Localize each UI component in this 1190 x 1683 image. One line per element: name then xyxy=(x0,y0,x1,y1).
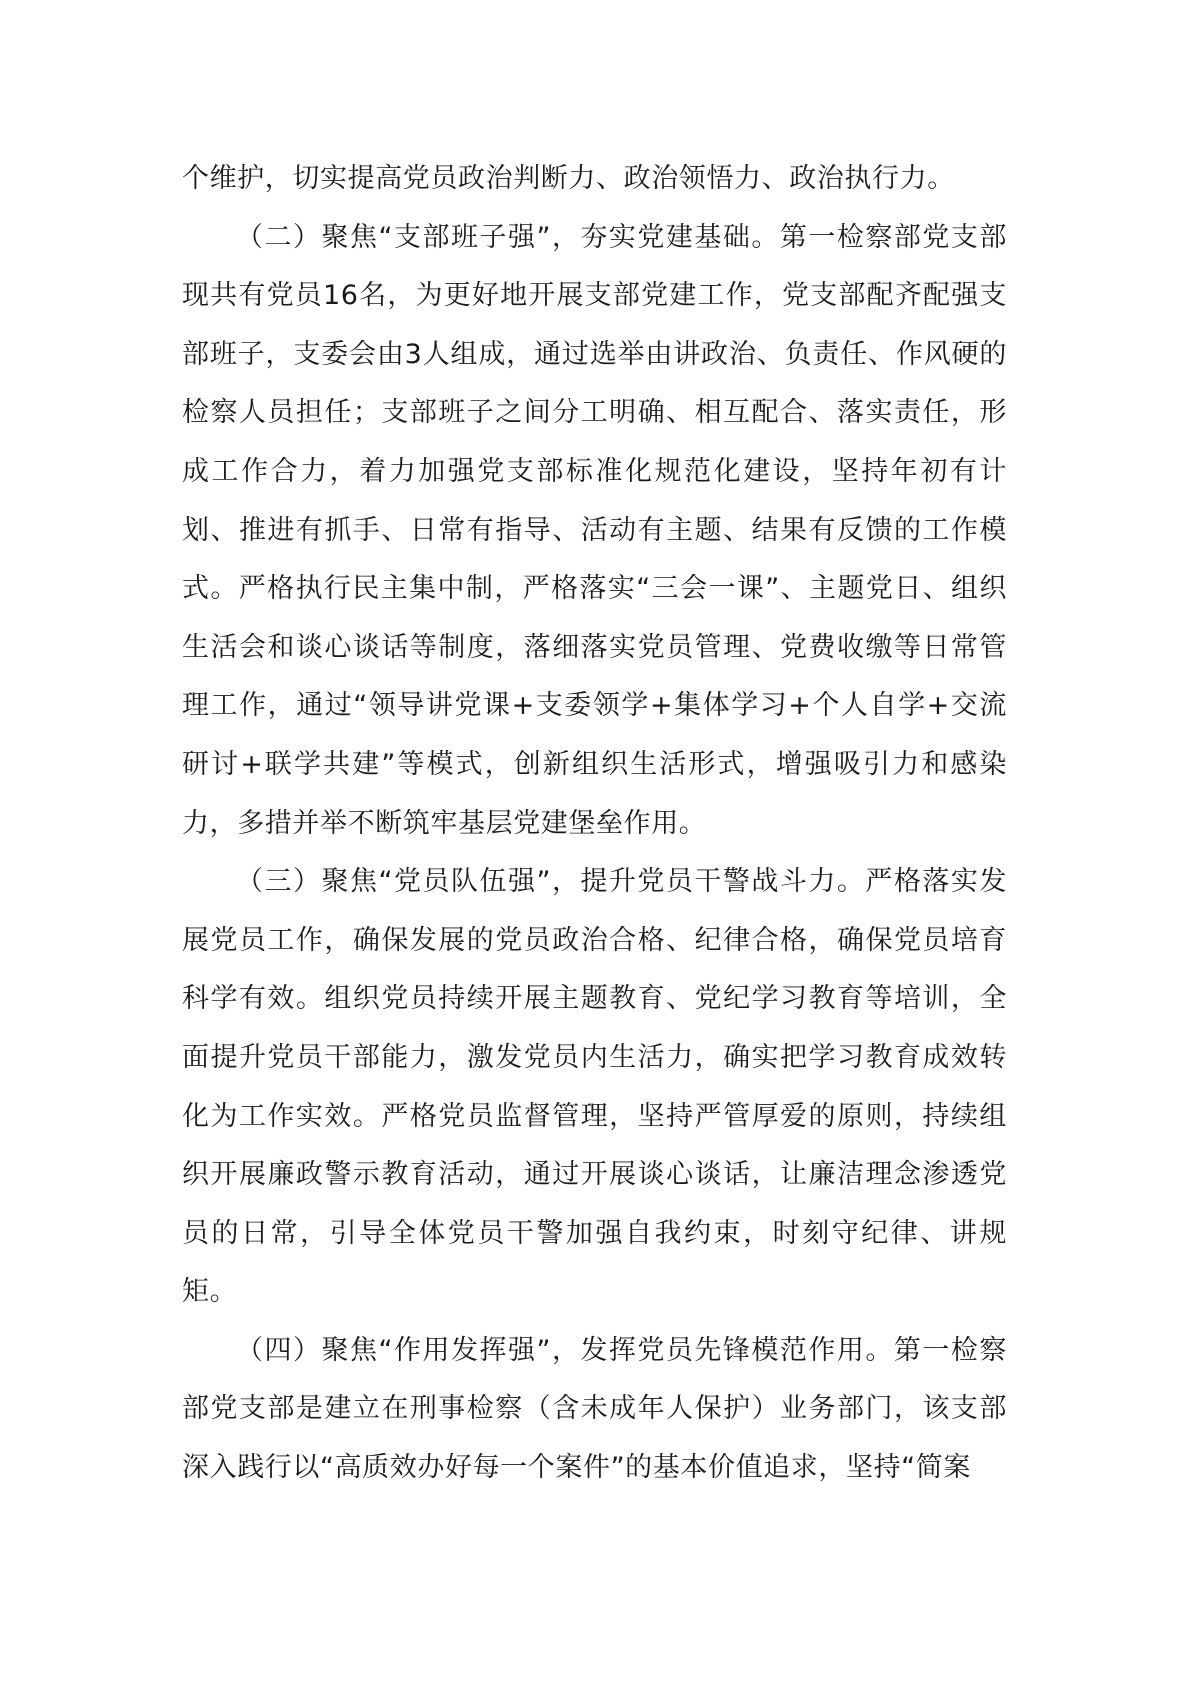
document-body xyxy=(182,150,1007,1498)
paragraph-section-3: （三）聚焦“党员队伍强”，提升党员干警战斗力。严格落实发展党员工作，确保发展的党员政治合格、纪律合格，确保党员培育科学有效。组织党员持续开展主题教育、党纪学习教育等培训，全面提升党员干部能力，激发党员内生活力，确实把学习教育成效转化为工作实效。严格党员监督管理，坚持严管厚爱的原则，持续组织开展廉政警示教育活动，通过开展谈心谈话，让廉洁理念渗透党员的日常，引导全体党员干警加强自我约束，时刻守纪律、讲规矩。 xyxy=(182,866,1007,1308)
paragraph-section-4: （四）聚焦“作用发挥强”，发挥党员先锋模范作用。第一检察部党支部是建立在刑事检察（含未成年人保护）业务部门，该支部深入践行以“高质效办好每一个案件”的基本价值追求，坚持“简案 xyxy=(182,1334,1007,1484)
paragraph-section-2: （二）聚焦“支部班子强”，夯实党建基础。第一检察部党支部现共有党员16名，为更好地开展支部党建工作，党支部配齐配强支部班子，支委会由3人组成，通过选举由讲政治、负责任、作风硬的检察人员担任；支部班子之间分工明确、相互配合、落实责任，形成工作合力，着力加强党支部标准化规范化建设，坚持年初有计划、推进有抓手、日常有指导、活动有主题、结果有反馈的工作模式。严格执行民主集中制，严格落实“三会一课”、主题党日、组织生活会和谈心谈话等制度，落细落实党员管理、党费收缴等日常管理工作，通过“领导讲党课+支委领学+集体学习+个人自学+交流研讨+联学共建”等模式，创新组织生活形式，增强吸引力和感染力，多措并举不断筑牢基层党建堡垒作用。 xyxy=(182,221,1007,839)
paragraph-continuation: 个维护，切实提高党员政治判断力、政治领悟力、政治执行力。 xyxy=(182,163,955,194)
